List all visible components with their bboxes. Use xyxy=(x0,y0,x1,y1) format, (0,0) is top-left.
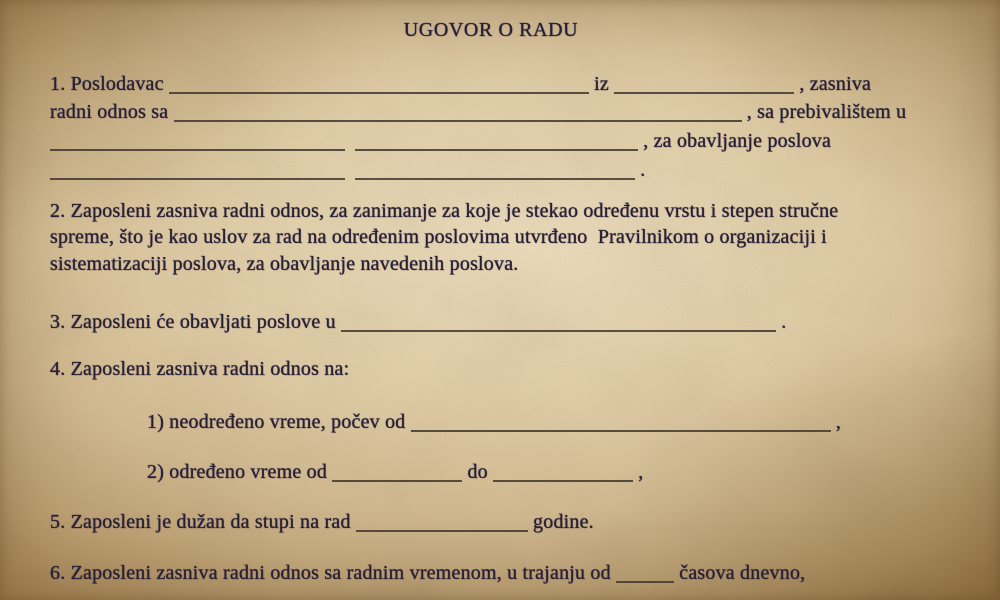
p1-l2-label-a: radni odnos sa xyxy=(50,101,174,123)
p1-l3-label: , za obavljanje poslova xyxy=(638,130,832,152)
p4-item2-label-a: 2) određeno vreme od xyxy=(147,461,333,483)
p1-l2-label-b: , sa prebivalištem u xyxy=(741,101,907,123)
p4-item2-label-b: do xyxy=(462,461,494,483)
p1-l4-label: . xyxy=(635,159,646,181)
document-title: UGOVOR O RADU xyxy=(403,19,579,41)
paragraph-5 xyxy=(50,508,980,537)
paragraph-3 xyxy=(50,308,980,337)
p4-item1-label-b: , xyxy=(830,411,842,433)
p6-label-a: 6. Zaposleni zasniva radni odnos sa radnim vremenom, u trajanju od xyxy=(50,562,617,584)
p1-l1-label-b: iz xyxy=(588,73,615,95)
p4-item2-label-c: , xyxy=(633,461,644,483)
blank-job-description-1[interactable] xyxy=(50,166,345,180)
p1-l1-label-a: 1. Poslodavac xyxy=(50,73,169,95)
paragraph-4-item-1 xyxy=(147,408,1000,437)
paragraph-2-line-2: spreme, što je kao uslov za rad na određenim poslovima utvrđeno Pravilnikom o organizaciji i xyxy=(50,226,827,248)
paragraph-4-item-2 xyxy=(147,458,1000,487)
p5-label-a: 5. Zaposleni je dužan da stupi na rad xyxy=(50,511,356,533)
blank-fixed-term-to-date[interactable] xyxy=(493,468,633,482)
blank-daily-hours[interactable] xyxy=(616,569,674,583)
paragraph-6 xyxy=(50,559,980,588)
p4-item1-label-a: 1) neodređeno vreme, počev od xyxy=(147,411,411,433)
blank-residence-1[interactable] xyxy=(50,137,345,151)
paragraph-2-line-3: sistematizaciji poslova, za obavljanje navedenih poslova. xyxy=(50,253,519,275)
p3-label-a: 3. Zaposleni će obavljati poslove u xyxy=(50,311,342,333)
blank-employer-city[interactable] xyxy=(614,80,794,94)
paragraph-4: 4. Zaposleni zasniva radni odnos na: xyxy=(50,358,350,380)
blank-work-start-date[interactable] xyxy=(356,518,528,532)
paragraph-1-line-4 xyxy=(50,156,980,185)
p6-label-b: časova dnevno, xyxy=(674,562,806,584)
blank-residence-2[interactable] xyxy=(355,137,638,151)
paragraph-1-line-3 xyxy=(50,127,980,156)
blank-employer-name[interactable] xyxy=(169,80,589,94)
paragraph-1-line-1 xyxy=(50,70,980,99)
p5-label-b: godine. xyxy=(527,511,594,533)
p1-l1-label-c: , zasniva xyxy=(794,73,872,95)
blank-employee-name[interactable] xyxy=(174,108,742,122)
blank-fixed-term-from-date[interactable] xyxy=(332,468,462,482)
p3-label-b: . xyxy=(776,311,787,333)
paragraph-1-line-2 xyxy=(50,98,980,127)
blank-indefinite-start-date[interactable] xyxy=(411,418,831,432)
paragraph-2-line-1: 2. Zaposleni zasniva radni odnos, za zanimanje za koje je stekao određenu vrstu i stepen stručne xyxy=(50,200,839,222)
blank-workplace[interactable] xyxy=(341,318,776,332)
blank-job-description-2[interactable] xyxy=(355,166,635,180)
